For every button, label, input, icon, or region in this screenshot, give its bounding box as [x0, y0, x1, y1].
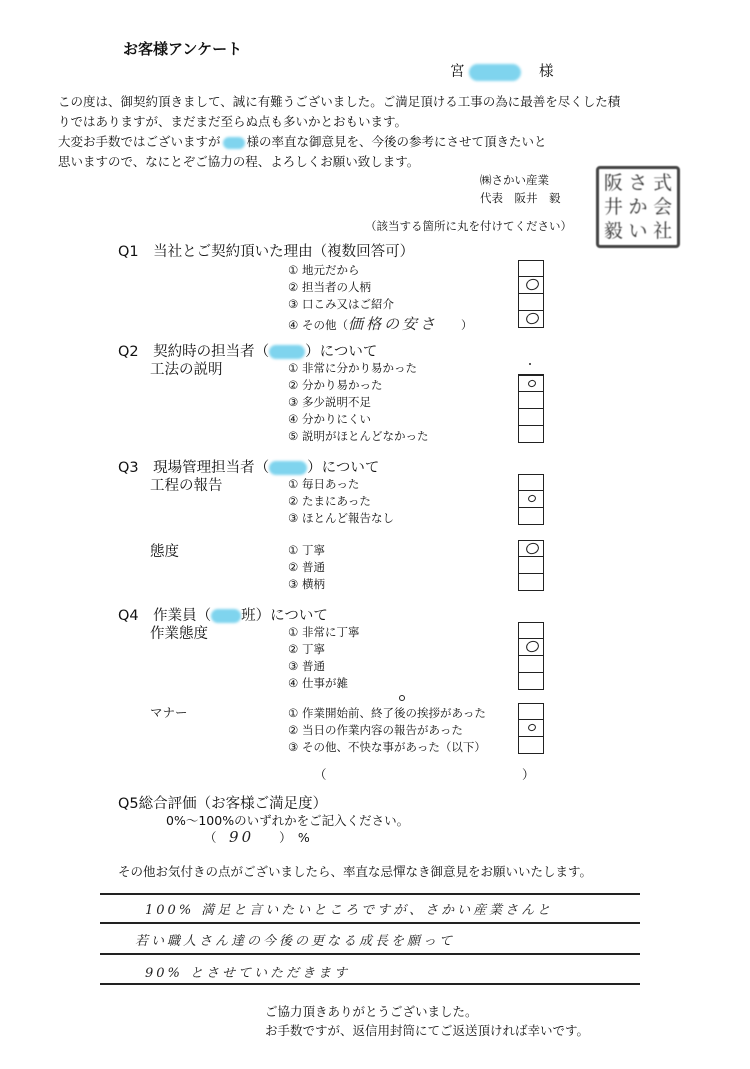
q2-checkbox-column: [518, 358, 544, 443]
q3-option-2: ② たまにあった: [288, 494, 371, 508]
q3-option-3: ③ ほとんど報告なし: [288, 511, 394, 525]
q5-title: Q5総合評価（お客様ご満足度）: [118, 796, 328, 812]
seal-char: 井: [603, 195, 623, 218]
q5-close-paren: ） %: [279, 830, 310, 845]
q3-box-2[interactable]: [518, 491, 544, 508]
company-name: ㈱さかい産業: [480, 173, 549, 187]
q4-manner-option-2: ② 当日の作業内容の報告があった: [288, 723, 463, 737]
comments-prompt: その他お気付きの点がございましたら、率直な忌憚なき御意見をお願いいたします。: [118, 864, 593, 879]
q3-title-b: ）について: [307, 460, 380, 476]
q3-attitude-box-3[interactable]: [518, 574, 544, 591]
q1-option-4-label: ④ その他（: [288, 318, 348, 332]
dot-mark: [529, 363, 531, 365]
seal-char: か: [628, 195, 648, 218]
q4-title-b: 班）について: [241, 608, 328, 624]
q3-subtitle-1: 工程の報告: [150, 478, 223, 494]
q4-manner-option-3: ③ その他、不快な事があった（以下）: [288, 740, 486, 754]
q3-attitude-option-3: ③ 横柄: [288, 577, 325, 591]
q4-box-3[interactable]: [518, 656, 544, 673]
small-circle-mark: [399, 695, 405, 701]
circle-mark: [527, 379, 537, 388]
customer-name: [450, 60, 554, 81]
q2-option-2: ② 分かり易かった: [288, 378, 383, 392]
q1-option-3: ③ 口こみ又はご紹介: [288, 297, 394, 311]
company-representative: 代表 阪井 毅: [480, 191, 561, 205]
comment-line-1: 100% 満足と言いたいところですが、さかい産業さんと: [145, 903, 554, 918]
q2-option-3: ③ 多少説明不足: [288, 395, 371, 409]
q1-box-4[interactable]: [518, 311, 544, 328]
customer-suffix: 様: [539, 64, 554, 80]
seal-char: 社: [653, 219, 673, 242]
circle-mark: [525, 639, 541, 654]
q4-box-1[interactable]: [518, 622, 544, 639]
comment-rule-4: [100, 983, 640, 985]
q3-attitude-checkbox-column: [518, 540, 544, 591]
q2-subtitle: 工法の説明: [150, 362, 223, 378]
q3-attitude-option-2: ② 普通: [288, 560, 325, 574]
q1-box-3[interactable]: [518, 294, 544, 311]
q1-checkbox-column: [518, 260, 544, 328]
circle-mark: [525, 311, 541, 326]
comment-rule-2: [100, 922, 640, 924]
q1-option-1: ① 地元だから: [288, 263, 360, 277]
q2-option-5: ⑤ 説明がほとんどなかった: [288, 429, 429, 443]
circle-mark: [525, 277, 541, 292]
q3-option-1: ① 毎日あった: [288, 477, 360, 491]
q1-box-1[interactable]: [518, 260, 544, 277]
q4-other-close-paren: ）: [522, 767, 535, 782]
q3-title-a: Q3 現場管理担当者（: [118, 460, 270, 476]
q3-attitude-option-1: ① 丁寧: [288, 543, 325, 557]
comment-rule-3: [100, 953, 640, 955]
customer-prefix: 宮: [450, 64, 465, 80]
instruction-text: （該当する箇所に丸を付けてください）: [365, 219, 572, 233]
q2-title-b: ）について: [305, 344, 378, 360]
q2-box-4[interactable]: [518, 409, 544, 426]
seal-char: い: [628, 219, 648, 242]
q2-option-1: ① 非常に分かり易かった: [288, 361, 417, 375]
q4-manner-box-1[interactable]: [518, 703, 544, 720]
q5-instruction: 0%～100%のいずれかをご記入ください。: [166, 813, 410, 828]
q4-manner-box-3[interactable]: [518, 737, 544, 754]
q3-box-3[interactable]: [518, 508, 544, 525]
q2-option-4: ④ 分かりにくい: [288, 412, 371, 426]
redacted-crew: [211, 609, 241, 623]
company-seal: [596, 166, 680, 248]
q4-box-4[interactable]: [518, 673, 544, 690]
comment-rule-1: [100, 893, 640, 895]
q4-manner-box-2[interactable]: [518, 720, 544, 737]
q4-option-4: ④ 仕事が雑: [288, 676, 348, 690]
intro-line-3a: 大変お手数ではございますが: [58, 134, 221, 149]
q3-subtitle-2: 態度: [150, 544, 179, 560]
q2-title-a: Q2 契約時の担当者（: [118, 344, 270, 360]
seal-char: 阪: [603, 171, 623, 194]
q4-option-2: ② 丁寧: [288, 642, 325, 656]
intro-line-3: [58, 132, 547, 150]
q4-attitude-checkbox-column: [518, 622, 544, 690]
q2-box-2[interactable]: [518, 375, 544, 392]
redacted-name: [469, 64, 521, 81]
redacted-rep: [269, 345, 305, 359]
q4-option-3: ③ 普通: [288, 659, 325, 673]
redacted-name-2: [223, 137, 245, 149]
q4-title-a: Q4 作業員（: [118, 608, 212, 624]
seal-char: 毅: [603, 219, 623, 242]
q4-subtitle-2: マナー: [150, 705, 188, 720]
intro-line-2: りではありますが、まだまだ至らぬ点も多いかとおもいます。: [58, 114, 408, 129]
q5-value: 90: [229, 828, 255, 846]
q2-box-3[interactable]: [518, 392, 544, 409]
q3-report-checkbox-column: [518, 474, 544, 525]
survey-title: お客様アンケート: [123, 40, 243, 58]
q3-attitude-box-2[interactable]: [518, 557, 544, 574]
circle-mark: [525, 541, 541, 556]
q4-box-2[interactable]: [518, 639, 544, 656]
q4-manner-option-1: ① 作業開始前、終了後の挨拶があった: [288, 706, 486, 720]
q2-box-1[interactable]: [518, 358, 544, 375]
q2-box-5[interactable]: [518, 426, 544, 443]
q4-option-1: ① 非常に丁寧: [288, 625, 360, 639]
seal-char: さ: [628, 171, 648, 194]
q3-box-1[interactable]: [518, 474, 544, 491]
seal-char: 式: [653, 171, 673, 194]
seal-char: 会: [653, 195, 673, 218]
q4-other-open-paren: （: [314, 767, 327, 782]
intro-line-3b: 様の率直な御意見を、今後の参考にさせて頂きたいと: [246, 134, 547, 149]
q1-option-2: ② 担当者の人柄: [288, 280, 371, 294]
q5-answer: [204, 828, 310, 846]
footer-return-note: お手数ですが、返信用封筒にてご返送頂ければ幸いです。: [265, 1023, 590, 1038]
q1-box-2[interactable]: [518, 277, 544, 294]
footer-thanks: ご協力頂きありがとうございました。: [265, 1004, 478, 1019]
circle-mark: [527, 723, 537, 732]
q1-title: Q1 当社とご契約頂いた理由（複数回答可）: [118, 244, 415, 260]
circle-mark: [527, 494, 537, 503]
q1-option-4: [288, 313, 472, 334]
q4-subtitle-1: 作業態度: [150, 626, 208, 642]
q4-manner-checkbox-column: [518, 703, 544, 754]
q3-attitude-box-1[interactable]: [518, 540, 544, 557]
redacted-manager: [269, 461, 307, 475]
intro-line-4: 思いますので、なにとぞご協力の程、よろしくお願い致します。: [58, 154, 420, 169]
intro-line-1: この度は、御契約頂きまして、誠に有難うございました。ご満足頂ける工事の為に最善を尽くした積: [58, 94, 621, 109]
q1-other-answer: 価格の安さ: [347, 315, 438, 333]
q5-open-paren: （: [204, 830, 217, 845]
comment-line-3: 90% とさせていただきます: [145, 966, 351, 981]
comment-line-2: 若い職人さん達の今後の更なる成長を願って: [135, 934, 456, 949]
q1-close-paren: ）: [460, 318, 473, 332]
